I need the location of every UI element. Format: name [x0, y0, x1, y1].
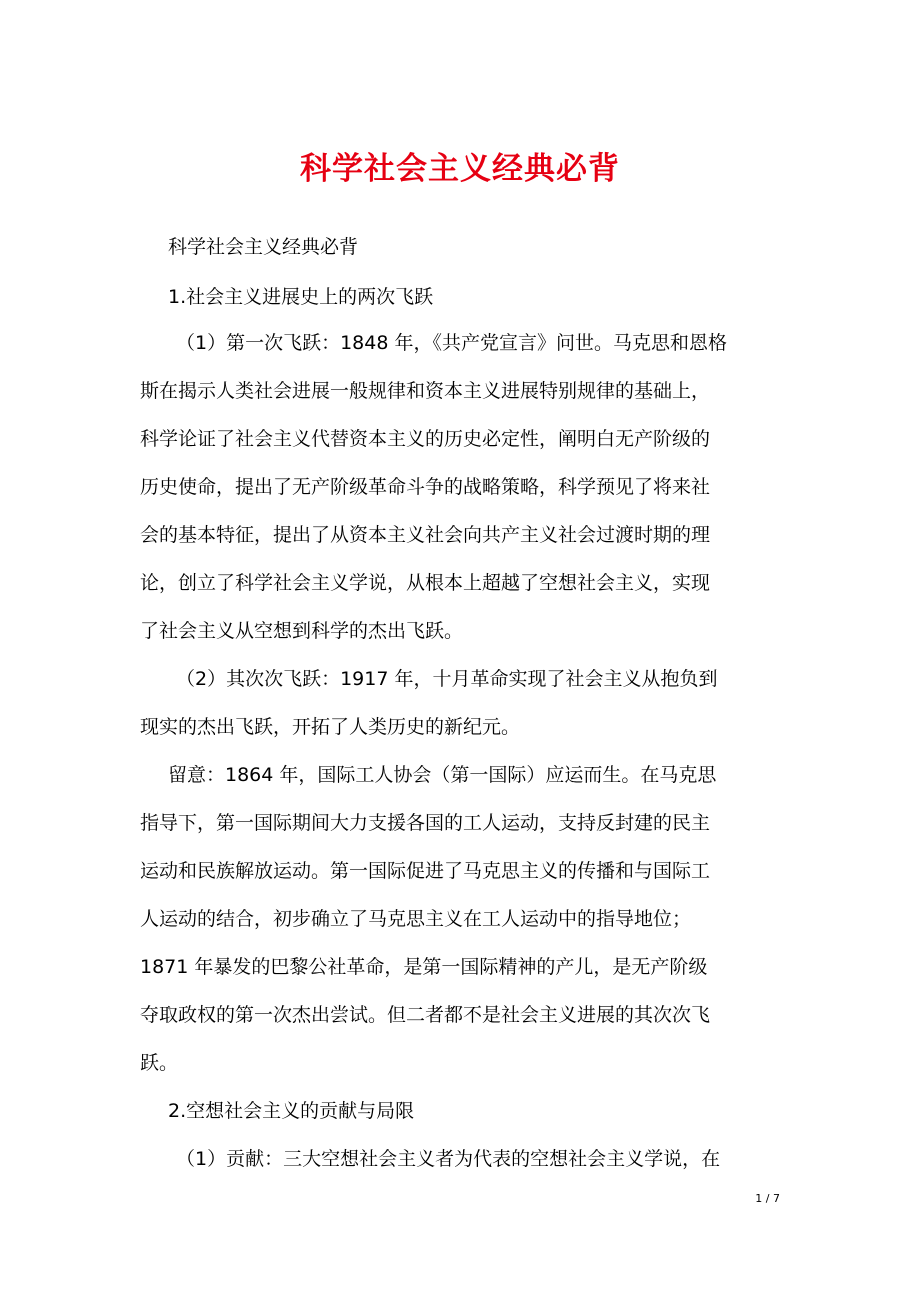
section-heading: 2.空想社会主义的贡献与局限 — [168, 1100, 415, 1122]
body-line: 科学论证了社会主义代替资本主义的历史必定性，阐明白无产阶级的 — [140, 428, 711, 450]
body-line: （1）贡献：三大空想社会主义者为代表的空想社会主义学说，在 — [176, 1148, 721, 1170]
body-line: 论，创立了科学社会主义学说，从根本上超越了空想社会主义，实现 — [140, 572, 711, 594]
body-line: 会的基本特征，提出了从资本主义社会向共产主义社会过渡时期的理 — [140, 524, 711, 546]
body-line: 人运动的结合，初步确立了马克思主义在工人运动中的指导地位； — [140, 908, 692, 930]
body-line: 现实的杰出飞跃，开拓了人类历史的新纪元。 — [140, 716, 521, 738]
body-line: 留意：1864 年，国际工人协会（第一国际）应运而生。在马克思 — [168, 764, 717, 786]
body-line: 运动和民族解放运动。第一国际促进了马克思主义的传播和与国际工 — [140, 860, 711, 882]
page-number: 1 / 7 — [755, 1192, 780, 1205]
body-line: 指导下，第一国际期间大力支援各国的工人运动，支持反封建的民主 — [140, 812, 711, 834]
body-line: 夺取政权的第一次杰出尝试。但二者都不是社会主义进展的其次次飞 — [140, 1004, 711, 1026]
body-line: 跃。 — [140, 1052, 179, 1074]
body-line: 科学社会主义经典必背 — [168, 236, 359, 258]
body-line: （2）其次次飞跃：1917 年，十月革命实现了社会主义从抱负到 — [176, 668, 718, 690]
body-line: 1871 年暴发的巴黎公社革命，是第一国际精神的产儿，是无产阶级 — [140, 956, 708, 978]
body-line: 历史使命，提出了无产阶级革命斗争的战略策略，科学预见了将来社 — [140, 476, 711, 498]
body-line: 了社会主义从空想到科学的杰出飞跃。 — [140, 620, 464, 642]
section-heading: 1.社会主义进展史上的两次飞跃 — [168, 286, 434, 308]
body-line: 斯在揭示人类社会进展一般规律和资本主义进展特别规律的基础上， — [140, 380, 711, 402]
page-title: 科学社会主义经典必背 — [300, 151, 620, 187]
body-line: （1）第一次飞跃：1848 年，《共产党宣言》问世。马克思和恩格 — [176, 332, 727, 354]
